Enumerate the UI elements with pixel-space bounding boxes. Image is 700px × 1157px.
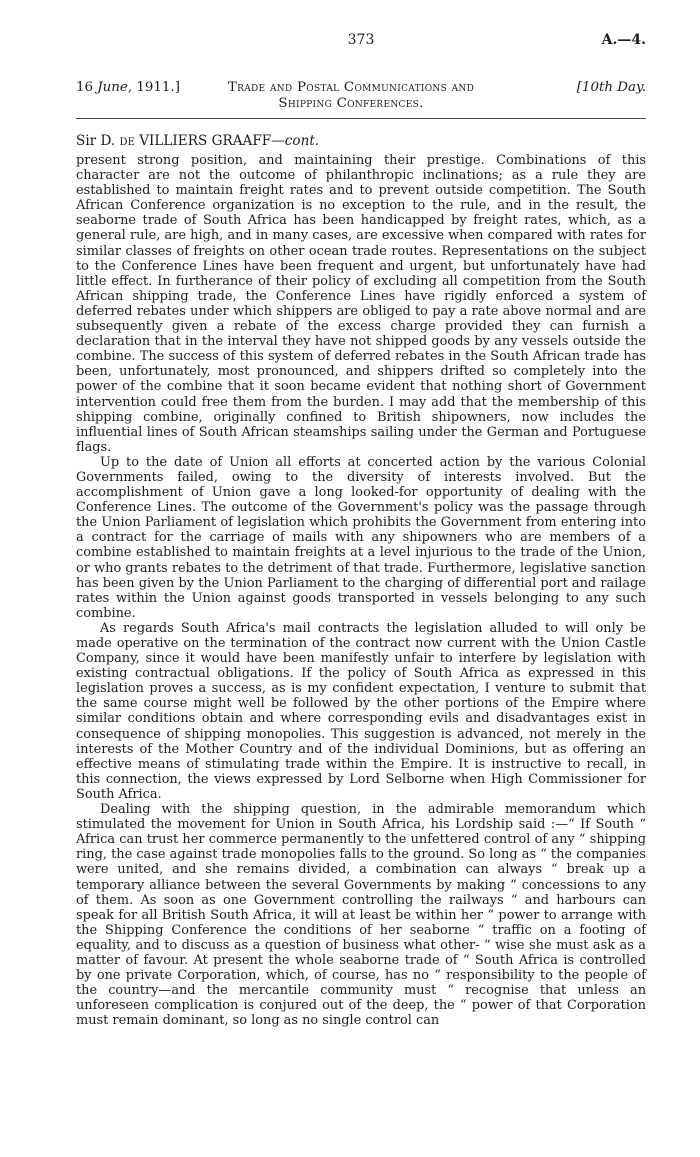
paragraph-1: present strong position, and maintaining their prestige. Combinations of this character are not the outcome of philanthropic inclinations; as a rule they are established to maintain freight rates and to prevent outside competition. The South African Conference organization is no exception to the rule, and in the result, the seaborne trade of South Africa has been handicapped by freight rates, which, as a general rule, are high, and in many cases, are excessive when compared with rates for similar classes of freights on other ocean trade routes. Representations on the subject to the Conference Lines have been frequent and urgent, but unfortunately have had little effect. In furtherance of their policy of excluding all competition from the South African shipping trade, the Conference Lines have rigidly enforced a system of deferred rebates under which shippers are obliged to pay a rate above normal and are subsequently given a rebate of the excess charge provided they can furnish a declaration that in the interval they have not shipped goods by any vessels outside the combine. The success of this system of deferred rebates in the South African trade has been, unfortunately, most pronounced, and shippers drifted so completely into the power of the combine that it soon became evident that nothing short of Government intervention could free them from the burden. I may add that the membership of this shipping combine, originally confined to British shipowners, now includes the influential lines of South African steamships sailing under the German and Portuguese flags. [76,153,646,455]
paragraph-4: Dealing with the shipping question, in the admirable memorandum which stimulated the movement for Union in South Africa, his Lordship said :—“ If South “ Africa can trust her commerce permanently to the unfettered control of any “ shipping ring, the case against trade monopolies falls to the ground. So long as “ the companies were united, and she remains divided, a combination can always “ break up a temporary alliance between the several Governments by making “ concessions to any of them. As soon as one Government controlling the railways “ and harbours can speak for all British South Africa, it will at least be within her “ power to arrange with the Shipping Conference the conditions of her seaborne “ traffic on a footing of equality, and to discuss as a question of business what other- “ wise she must ask as a matter of favour. At present the whole seaborne trade of “ South Africa is controlled by one private Corporation, which, of course, has no “ responsibility to the people of the country—and the mercantile community must “ recognise that unless an unforeseen complication is conjured out of the deep, the “ power of that Corporation must remain dominant, so long as no single control can [76,802,646,1029]
section-header [76,78,646,114]
speaker-name: VILLIERS GRAAFF [134,133,272,149]
page-number: 373 [347,32,375,48]
document-reference: A.—4. [601,32,646,48]
header-title-line-1: Trade and Postal Communications and [227,80,475,95]
speaker-continued: —cont. [271,133,320,149]
paragraph-2: Up to the date of Union all efforts at concerted action by the various Colonial Governments failed, owing to the diversity of interests involved. But the accomplishment of Union gave a long looked-for opportunity of dealing with the Conference Lines. The outcome of the Government's policy was the passage through the Union Parliament of legislation which prohibits the Government from entering into a contract for the carriage of mails with any shipowners who are members of a combine established to maintain freights at a level injurious to the trade of the Union, or who grants rebates to the detriment of that trade. Furthermore, legislative sanction has been given by the Union Parliament to the charging of differential port and railage rates within the Union against goods transported in vessels belonging to any such combine. [76,454,646,621]
header-rule [76,118,646,119]
document-page [76,32,646,1028]
header-day: [10th Day. [576,80,646,95]
running-head [76,32,646,54]
paragraph-3: As regards South Africa's mail contracts the legislation alluded to will only be made operative on the termination of the contract now current with the Union Castle Company, since it would have been manifestly unfair to interfere by legislation with existing contractual obligations. If the policy of South Africa as expressed in this legislation proves a success, as is my confident expectation, I venture to submit that the same course might well be followed by the other portions of the Empire where similar conditions obtain and where corresponding evils and disadvantages exist in consequence of shipping monopolies. This suggestion is advanced, not merely in the interests of the Mother Country and of the individual Dominions, but as offering an effective means of stimulating trade within the Empire. It is instructive to recall, in this connection, the views expressed by Lord Selborne when High Commissioner for South Africa. [76,620,646,802]
header-title-line-2: Shipping Conferences. [278,96,424,111]
header-title [206,80,496,112]
speaker-particle: de [119,133,135,149]
header-date: 16 June, 1911.] [76,80,180,95]
body-text [76,153,646,1028]
speaker-prefix: Sir D. [76,133,120,149]
speaker-line [76,133,646,149]
